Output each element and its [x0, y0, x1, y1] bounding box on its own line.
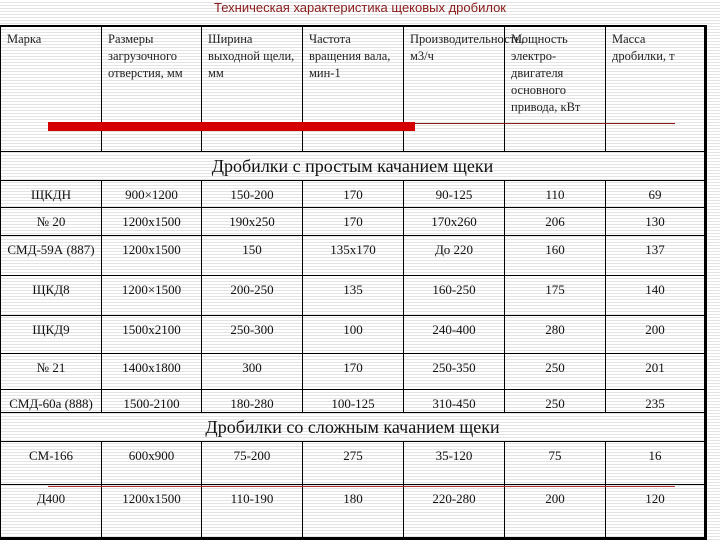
column-header: Ширина выходной щели, мм	[202, 26, 303, 152]
table-cell: 275	[303, 442, 404, 485]
table-cell: 75-200	[202, 442, 303, 485]
table-cell: ЩКД8	[1, 276, 102, 316]
section-row	[1, 152, 706, 181]
column-header: Размеры загрузочного отверстия, мм	[102, 26, 202, 152]
table-cell: 1200х1500	[102, 208, 202, 236]
table-cell: 100-125	[303, 390, 404, 413]
table-cell: 1500х2100	[102, 316, 202, 354]
table-cell: 1200х1500	[102, 236, 202, 276]
table-cell: 1200×1500	[102, 276, 202, 316]
table-cell: 200	[505, 485, 606, 539]
table-cell: 180	[303, 485, 404, 539]
table-cell: 170	[303, 208, 404, 236]
table-row	[1, 442, 706, 485]
table-cell: СМД-59А (887)	[1, 236, 102, 276]
header-row	[1, 26, 706, 152]
table-cell: Д400	[1, 485, 102, 539]
table-cell: 160-250	[404, 276, 505, 316]
table-row	[1, 390, 706, 413]
slide-title: Техническая характеристика щековых дробилок	[214, 0, 506, 15]
table-cell: 150	[202, 236, 303, 276]
table-cell: СМ-166	[1, 442, 102, 485]
table-cell: 75	[505, 442, 606, 485]
table-cell: До 220	[404, 236, 505, 276]
table-cell: 130	[606, 208, 706, 236]
table-row	[1, 181, 706, 208]
table-cell: 200-250	[202, 276, 303, 316]
table-row	[1, 208, 706, 236]
column-header: Частота вращения вала, мин-1	[303, 26, 404, 152]
table-cell: 240-400	[404, 316, 505, 354]
section-title: Дробилки со сложным качанием щеки	[1, 413, 706, 442]
column-header: Марка	[1, 26, 102, 152]
table-cell: 250-350	[404, 354, 505, 390]
table-cell: 220-280	[404, 485, 505, 539]
table-row	[1, 354, 706, 390]
table-cell: 135х170	[303, 236, 404, 276]
table-cell: СМД-60а (888)	[1, 390, 102, 413]
column-header: Масса дробилки, т	[606, 26, 706, 152]
table-cell: 180-280	[202, 390, 303, 413]
table-cell: 201	[606, 354, 706, 390]
table-cell: ЩКД9	[1, 316, 102, 354]
table-cell: 100	[303, 316, 404, 354]
table-cell: 250	[505, 390, 606, 413]
table-cell: 90-125	[404, 181, 505, 208]
table-cell: 160	[505, 236, 606, 276]
table-cell: 206	[505, 208, 606, 236]
table-cell: 16	[606, 442, 706, 485]
table-cell: № 21	[1, 354, 102, 390]
table-cell: 900×1200	[102, 181, 202, 208]
table-row	[1, 276, 706, 316]
column-header: Мощность электро- двигателя основного привода, кВт	[505, 26, 606, 152]
table-cell: 35-120	[404, 442, 505, 485]
table-cell: 170	[303, 181, 404, 208]
table-row	[1, 236, 706, 276]
table-cell: 170х260	[404, 208, 505, 236]
red-accent-bar	[48, 122, 415, 131]
table-cell: 120	[606, 485, 706, 539]
table-cell: 135	[303, 276, 404, 316]
table-cell: 200	[606, 316, 706, 354]
table-cell: 1400х1800	[102, 354, 202, 390]
table-cell: 250	[505, 354, 606, 390]
table-cell: 310-450	[404, 390, 505, 413]
table-cell: 69	[606, 181, 706, 208]
section-row	[1, 413, 706, 442]
red-accent-line	[415, 123, 675, 124]
table-cell: 175	[505, 276, 606, 316]
table-cell: ЩКДН	[1, 181, 102, 208]
section-title: Дробилки с простым качанием щеки	[1, 152, 706, 181]
table-cell: 600х900	[102, 442, 202, 485]
table-cell: 140	[606, 276, 706, 316]
table-cell: 1200х1500	[102, 485, 202, 539]
table-cell: 170	[303, 354, 404, 390]
table-cell: 235	[606, 390, 706, 413]
table-cell: 137	[606, 236, 706, 276]
table-row	[1, 316, 706, 354]
table-cell: 110	[505, 181, 606, 208]
table-cell: 300	[202, 354, 303, 390]
table-cell: 150-200	[202, 181, 303, 208]
red-accent-line	[48, 486, 675, 487]
table-cell: 190х250	[202, 208, 303, 236]
table-cell: 280	[505, 316, 606, 354]
table-cell: № 20	[1, 208, 102, 236]
crusher-spec-table	[0, 25, 707, 540]
table-cell: 250-300	[202, 316, 303, 354]
column-header: Производительность, м3/ч	[404, 26, 505, 152]
table-cell: 1500-2100	[102, 390, 202, 413]
table-row	[1, 485, 706, 539]
table-cell: 110-190	[202, 485, 303, 539]
